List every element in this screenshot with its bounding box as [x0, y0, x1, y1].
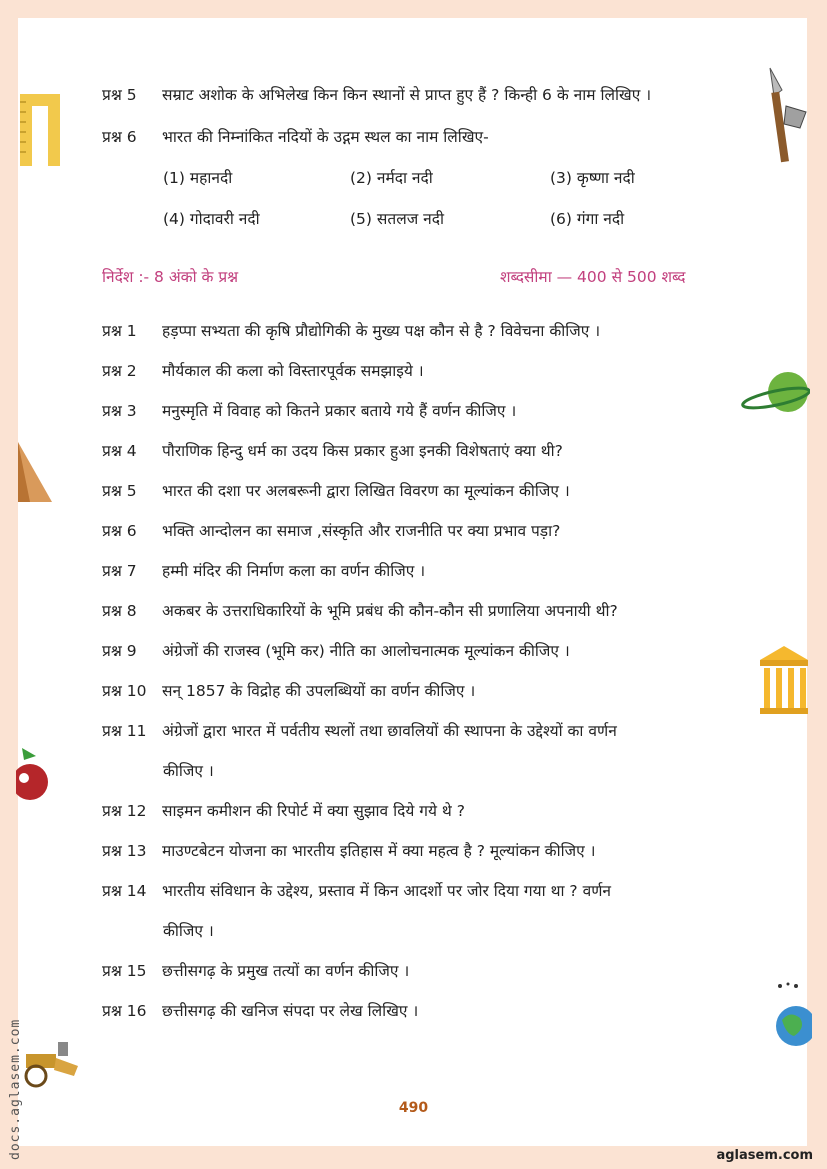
river-option: (5) सतलज नदी — [350, 210, 444, 228]
question-label: प्रश्न 14 — [102, 882, 147, 900]
question-text: साइमन कमीशन की रिपोर्ट में क्या सुझाव दिये गये थे ? — [162, 802, 465, 820]
page-number: 490 — [398, 1100, 429, 1116]
question-item — [102, 1001, 418, 1021]
temple-icon — [758, 644, 810, 716]
question-label: प्रश्न 13 — [102, 842, 147, 860]
question-item — [102, 85, 651, 105]
question-item — [102, 641, 570, 661]
question-item — [102, 561, 425, 581]
instruction-marks: निर्देश :- 8 अंको के प्रश्न — [102, 268, 239, 286]
river-option: (6) गंगा नदी — [550, 210, 625, 228]
planet-icon — [738, 370, 810, 414]
question-text: सम्राट अशोक के अभिलेख किन किन स्थानों से प्राप्त हुए हैं ? किन्ही 6 के नाम लिखिए । — [162, 86, 652, 104]
question-item — [102, 961, 409, 981]
question-continuation: कीजिए । — [163, 762, 214, 780]
question-text: अंग्रेजों की राजस्व (भूमि कर) नीति का आलोचनात्मक मूल्यांकन कीजिए । — [162, 642, 570, 660]
chariot-icon — [20, 1036, 82, 1092]
question-label: प्रश्न 12 — [102, 802, 147, 820]
question-label: प्रश्न 4 — [102, 442, 137, 460]
river-option: (4) गोदावरी नदी — [163, 210, 260, 228]
question-item — [102, 681, 475, 701]
question-item — [102, 801, 465, 821]
question-text: भारत की निम्नांकित नदियों के उद्गम स्थल का नाम लिखिए- — [162, 128, 489, 146]
river-option: (1) महानदी — [163, 169, 233, 187]
question-label: प्रश्न 10 — [102, 682, 147, 700]
question-item — [102, 721, 617, 741]
question-label: प्रश्न 2 — [102, 362, 137, 380]
globe-icon — [772, 980, 812, 1052]
stone-tool-icon — [762, 66, 810, 166]
side-watermark: docs.aglasem.com — [8, 1018, 23, 1160]
question-label: प्रश्न 6 — [102, 128, 137, 146]
question-text: माउण्टबेटन योजना का भारतीय इतिहास में क्या महत्व है ? मूल्यांकन कीजिए । — [162, 842, 596, 860]
question-label: प्रश्न 8 — [102, 602, 137, 620]
question-item — [102, 601, 618, 621]
question-item — [102, 521, 560, 541]
question-text: भारतीय संविधान के उद्देश्य, प्रस्ताव में किन आदर्शो पर जोर दिया गया था ? वर्णन — [162, 882, 612, 900]
question-text: मौर्यकाल की कला को विस्तारपूर्वक समझाइये । — [162, 362, 424, 380]
question-label: प्रश्न 5 — [102, 86, 137, 104]
question-label: प्रश्न 16 — [102, 1002, 147, 1020]
apple-icon — [16, 744, 52, 806]
question-label: प्रश्न 6 — [102, 522, 137, 540]
question-label: प्रश्न 7 — [102, 562, 137, 580]
question-item — [102, 481, 570, 501]
question-text: सन् 1857 के विद्रोह की उपलब्धियों का वर्णन कीजिए । — [162, 682, 476, 700]
question-item — [102, 127, 489, 147]
river-option: (2) नर्मदा नदी — [350, 169, 433, 187]
question-item — [102, 841, 595, 861]
question-continuation: कीजिए । — [163, 922, 214, 940]
instruction-word-limit: शब्दसीमा — 400 से 500 शब्द — [500, 268, 686, 286]
question-label: प्रश्न 9 — [102, 642, 137, 660]
question-text: पौराणिक हिन्दु धर्म का उदय किस प्रकार हुआ इनकी विशेषताएं क्या थी? — [162, 442, 563, 460]
question-text: हम्मी मंदिर की निर्माण कला का वर्णन कीजिए । — [162, 562, 426, 580]
question-label: प्रश्न 11 — [102, 722, 147, 740]
question-item — [102, 401, 516, 421]
river-option: (3) कृष्णा नदी — [550, 169, 635, 187]
question-item — [102, 441, 563, 461]
question-text: मनुस्मृति में विवाह को कितने प्रकार बताये गये हैं वर्णन कीजिए । — [162, 402, 517, 420]
question-item — [102, 881, 611, 901]
ruler-icon — [18, 92, 64, 170]
pyramid-icon — [18, 440, 54, 504]
question-label: प्रश्न 15 — [102, 962, 147, 980]
question-text: छत्तीसगढ़ की खनिज संपदा पर लेख लिखिए । — [162, 1002, 419, 1020]
brand-footer: aglasem.com — [716, 1148, 813, 1163]
question-text: हड़प्पा सभ्यता की कृषि प्रौद्योगिकी के मुख्य पक्ष कौन से है ? विवेचना कीजिए । — [162, 322, 601, 340]
question-label: प्रश्न 5 — [102, 482, 137, 500]
question-text: भक्ति आन्दोलन का समाज ,संस्कृति और राजनीति पर क्या प्रभाव पड़ा? — [162, 522, 561, 540]
question-text: अकबर के उत्तराधिकारियों के भूमि प्रबंध की कौन-कौन सी प्रणालिया अपनायी थी? — [162, 602, 618, 620]
question-label: प्रश्न 3 — [102, 402, 137, 420]
question-item — [102, 361, 424, 381]
question-item — [102, 321, 600, 341]
question-text: भारत की दशा पर अलबरूनी द्वारा लिखित विवरण का मूल्यांकन कीजिए । — [162, 482, 570, 500]
question-text: छत्तीसगढ़ के प्रमुख तत्यों का वर्णन कीजिए । — [162, 962, 410, 980]
question-text: अंग्रेजों द्वारा भारत में पर्वतीय स्थलों तथा छावलियों की स्थापना के उद्देश्यों का वर्णन — [162, 722, 617, 740]
question-label: प्रश्न 1 — [102, 322, 137, 340]
